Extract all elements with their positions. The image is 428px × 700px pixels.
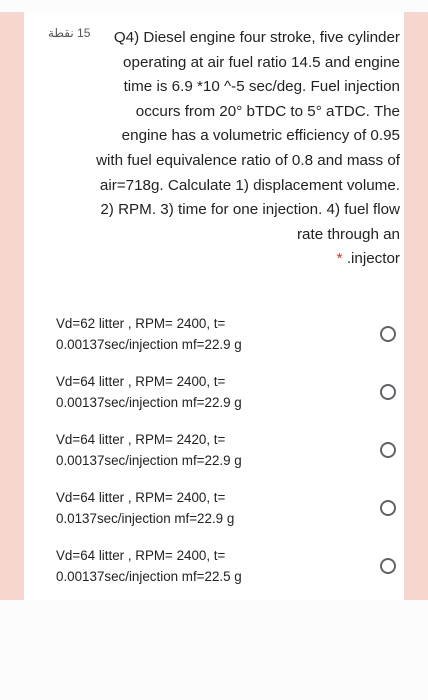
option-3[interactable] <box>56 430 396 474</box>
required-asterisk: * <box>336 250 343 268</box>
option-4-label <box>56 488 336 529</box>
option-3-radio[interactable] <box>380 442 396 458</box>
option-2-radio[interactable] <box>380 384 396 400</box>
option-2-label <box>56 372 336 413</box>
left-accent-strip <box>0 12 24 600</box>
option-4-line1: Vd=64 litter , RPM= 2400, t= <box>56 490 226 505</box>
option-1-line1: Vd=62 litter , RPM= 2400, t= <box>56 316 226 331</box>
option-1-label <box>56 314 336 355</box>
question-body: Q4) Diesel engine four stroke, five cylinder operating at air fuel ratio 14.5 and engine time is 6.9 *10 ^-5 sec/deg. Fuel injection occurs from 20° bTDC to 5° aTDC. The engine has a volumetric efficiency of 0.95 with fuel equivalence ratio of 0.8 and mass of air=718g. Calculate 1) displacement volume. 2) RPM. 3) time for one injection. 4) fuel flow rate through an <box>96 29 400 243</box>
option-4[interactable] <box>56 488 396 532</box>
points-label: 15 نقطة <box>48 26 91 40</box>
option-2-line1: Vd=64 litter , RPM= 2400, t= <box>56 374 226 389</box>
option-1[interactable] <box>56 314 396 358</box>
option-3-line1: Vd=64 litter , RPM= 2420, t= <box>56 432 226 447</box>
question-card <box>24 12 404 600</box>
option-3-line2: 0.00137sec/injection mf=22.9 g <box>56 452 242 468</box>
option-5-line2: 0.00137sec/injection mf=22.5 g <box>56 568 242 584</box>
option-2[interactable] <box>56 372 396 416</box>
option-2-line2: 0.00137sec/injection mf=22.9 g <box>56 394 242 410</box>
right-accent-strip <box>404 12 428 600</box>
option-5[interactable] <box>56 546 396 590</box>
option-4-radio[interactable] <box>380 500 396 516</box>
question-text <box>94 26 400 272</box>
option-1-radio[interactable] <box>380 326 396 342</box>
option-3-label <box>56 430 336 471</box>
option-1-line2: 0.00137sec/injection mf=22.9 g <box>56 336 242 352</box>
option-5-radio[interactable] <box>380 558 396 574</box>
option-5-label <box>56 546 336 587</box>
option-5-line1: Vd=64 litter , RPM= 2400, t= <box>56 548 226 563</box>
option-4-line2: 0.0137sec/injection mf=22.9 g <box>56 510 235 526</box>
question-body-end: .injector <box>346 250 400 268</box>
